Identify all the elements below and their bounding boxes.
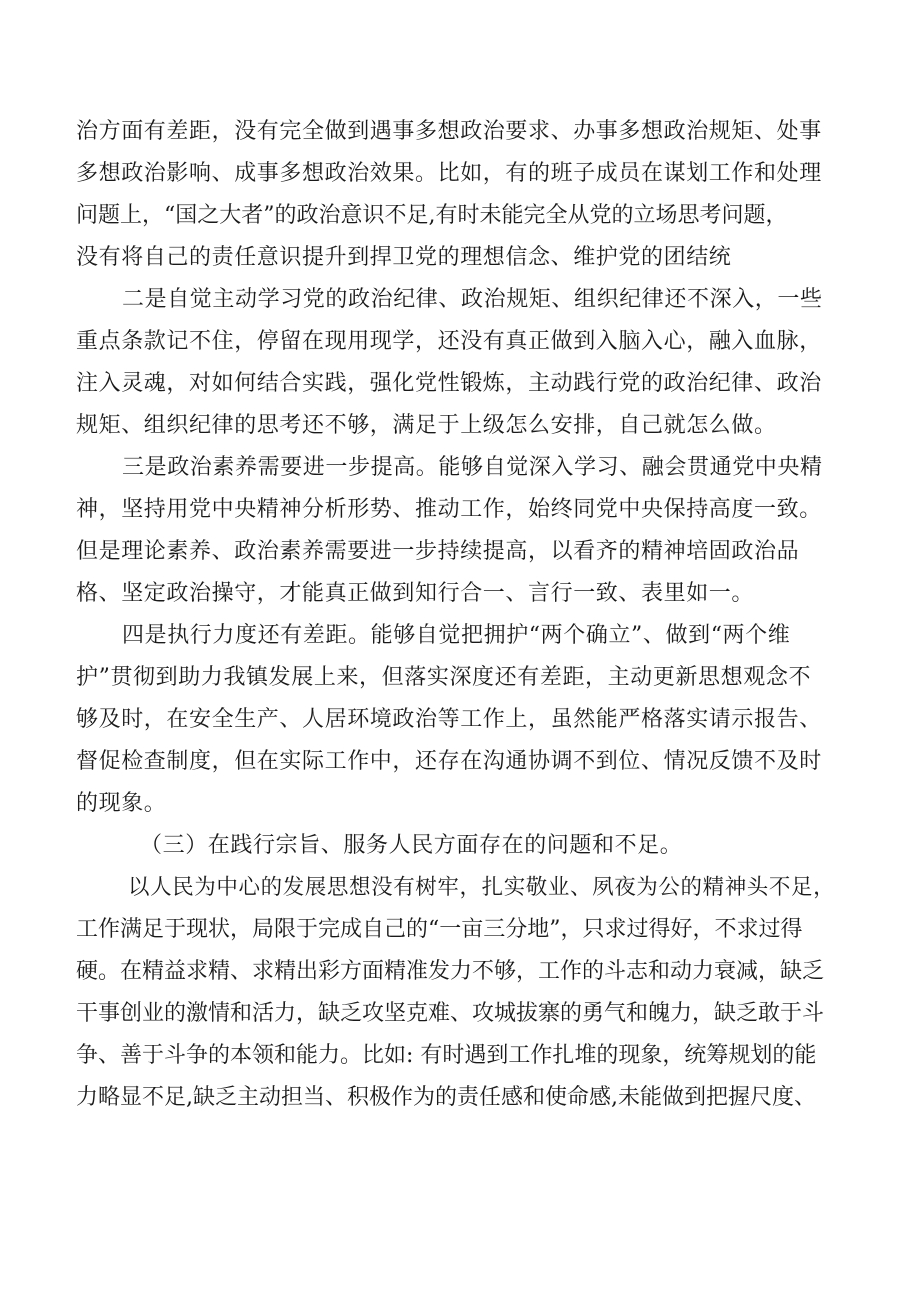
text-line: 问题上，“国之大者”的政治意识不足,有时未能完全从党的立场思考问题， (76, 203, 788, 228)
text-line: 干事创业的激情和活力，缺乏攻坚克难、攻城拔寨的勇气和魄力，缺乏敢于斗 (76, 1001, 825, 1026)
text-line: 够及时，在安全生产、人居环境政治等工作上，虽然能严格落实请示报告、 (76, 707, 822, 732)
text-line: 四是执行力度还有差距。能够自觉把拥护“两个确立”、做到“两个维 (122, 623, 791, 648)
text-line: 神，坚持用党中央精神分析形势、推动工作，始终同党中央保持高度一致。 (76, 497, 822, 522)
text-line: 三是政治素养需要进一步提高。能够自觉深入学习、融会贯通党中央精 (122, 455, 823, 480)
text-line: 争、善于斗争的本领和能力。比如: 有时遇到工作扎堆的现象，统筹规划的能 (76, 1043, 817, 1068)
text-line: 重点条款记不住，停留在现用现学，还没有真正做到入脑入心，融入血脉， (76, 329, 822, 354)
text-line: 护”贯彻到助力我镇发展上来，但落实深度还有差距，主动更新思想观念不 (76, 665, 812, 690)
text-line: 规矩、组织纪律的思考还不够，满足于上级怎么安排，自己就怎么做。 (76, 413, 777, 438)
document-page (76, 111, 846, 1119)
text-line: 二是自觉主动学习党的政治纪律、政治规矩、组织纪律还不深入，一些 (122, 287, 823, 312)
text-line: 多想政治影响、成事多想政治效果。比如，有的班子成员在谋划工作和处理 (76, 161, 822, 186)
text-line: 治方面有差距，没有完全做到遇事多想政治要求、办事多想政治规矩、处事 (76, 119, 822, 144)
text-line: 的现象。 (76, 791, 167, 816)
text-line: 力略显不足,缺乏主动担当、积极作为的责任感和使命感,未能做到把握尺度、 (76, 1085, 816, 1110)
text-line: 注入灵魂，对如何结合实践，强化党性锻炼，主动践行党的政治纪律、政治 (76, 371, 822, 396)
text-line: 格、坚定政治操守，才能真正做到知行合一、言行一致、表里如一。 (76, 581, 755, 606)
text-line: 督促检查制度，但在实际工作中，还存在沟通协调不到位、情况反馈不及时 (76, 749, 822, 774)
text-line: 没有将自己的责任意识提升到捍卫党的理想信念、维护党的团结统 (76, 245, 732, 270)
text-line: 硬。在精益求精、求精出彩方面精准发力不够，工作的斗志和动力衰减，缺乏 (76, 959, 825, 984)
text-line: 工作满足于现状，局限于完成自己的“一亩三分地”，只求过得好，不求过得 (76, 917, 803, 942)
text-line: 以人民为中心的发展思想没有树牢，扎实敬业、夙夜为公的精神头不足， (128, 875, 836, 900)
section-heading: （三）在践行宗旨、服务人民方面存在的问题和不足。 (140, 833, 683, 858)
text-line: 但是理论素养、政治素养需要进一步持续提高，以看齐的精神培固政治品 (76, 539, 800, 564)
